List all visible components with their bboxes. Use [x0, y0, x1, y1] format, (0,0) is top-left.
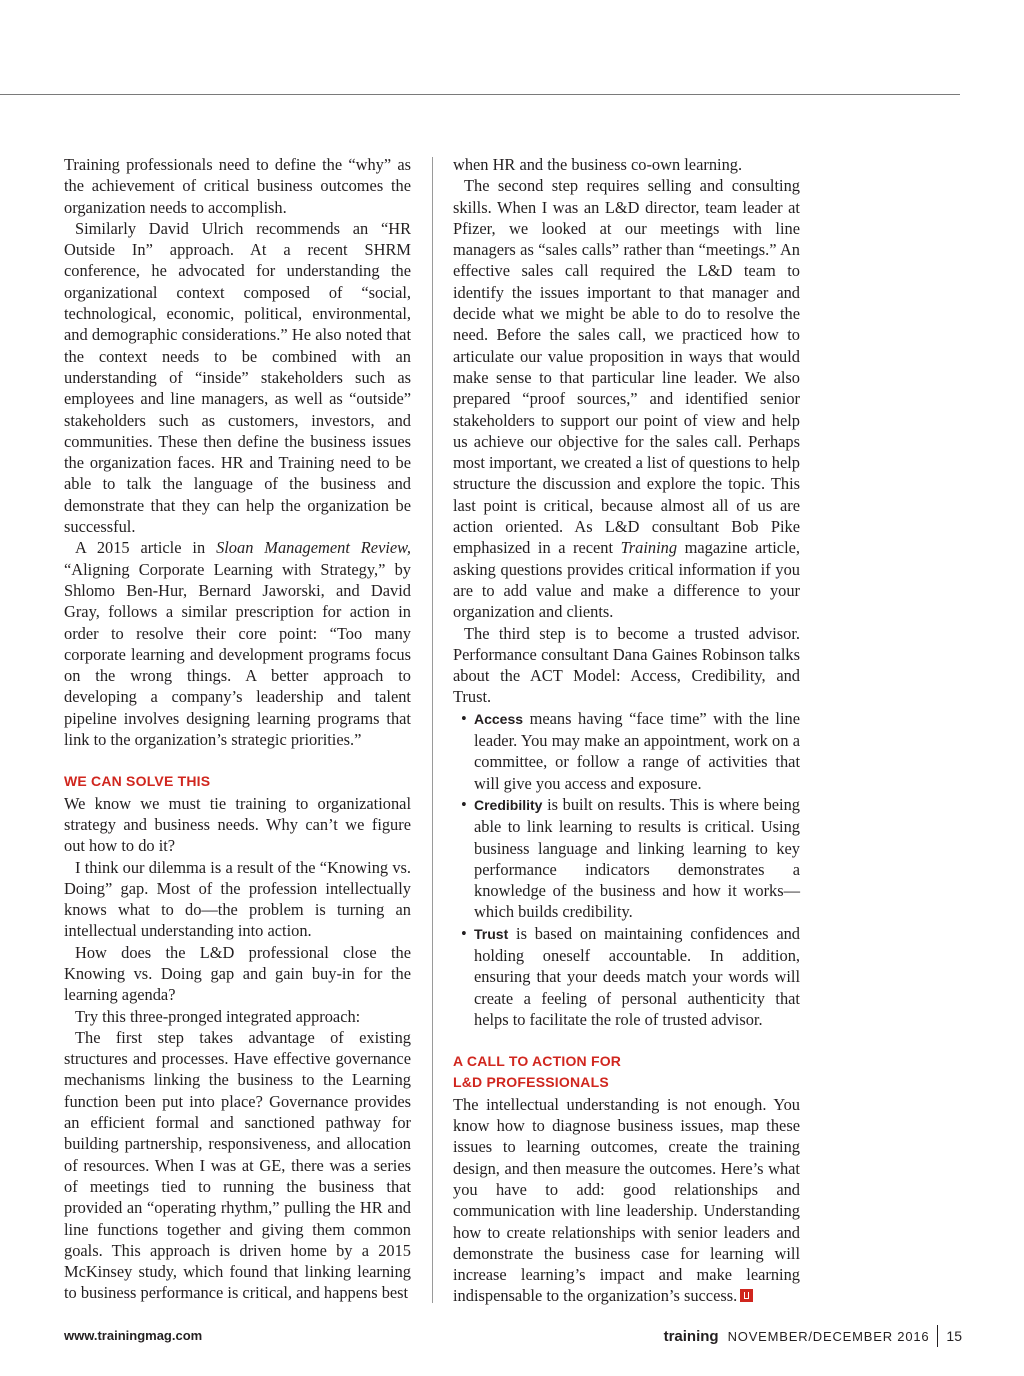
column-divider — [432, 157, 433, 1303]
list-item-trust — [453, 923, 800, 1030]
paragraph — [453, 1094, 800, 1307]
paragraph — [64, 537, 411, 750]
paragraph: The third step is to become a trusted advisor. Performance consultant Dana Gaines Robinson talks about the ACT Model: Access, Credibility, and Trust. — [453, 623, 800, 707]
folio — [664, 1325, 962, 1347]
paragraph: Training professionals need to define the “why” as the achievement of critical business outcomes the organization needs to accomplish. — [64, 155, 411, 217]
header-rule — [0, 94, 960, 95]
section-heading: WE CAN SOLVE THIS — [64, 773, 211, 790]
paragraph: I think our dilemma is a result of the “Knowing vs. Doing” gap. Most of the profession intellectually knows what to do—the problem is turning an intellectual understanding into action. — [64, 857, 411, 941]
text-run: “Aligning Corporate Learning with Strategy,” by Shlomo Ben-Hur, Bernard Jaworski, and David Gray, follows a similar prescription for action in order to resolve their core point: “Too many corporate learning and development programs focus on the wrong things. A better approach to developing a company’s leadership and talent pipeline involves designing learning programs that link to the organization’s strategic priorities.” — [64, 559, 411, 750]
list-term: Credibility — [474, 796, 543, 813]
paragraph — [453, 175, 800, 622]
list-item-credibility — [453, 794, 800, 923]
paragraph: Similarly David Ulrich recommends an “HR Outside In” approach. At a recent SHRM conference, he advocated for understanding the organizational context composed of “social, technological, economic, political, environmental, and demographic considerations.” He also noted that the context needs to be combined with an understanding of “inside” stakeholders such as employees and line managers, as well as “outside” stakeholders such as customers, investors, and communities. These then define the business issues the organization faces. HR and Training need to be able to talk the language of the business and demonstrate that they can help the organization be successful. — [64, 218, 411, 537]
list-item-access — [453, 708, 800, 794]
end-mark-icon — [740, 1289, 753, 1302]
left-column — [64, 154, 411, 1304]
text-run: The intellectual understanding is not enough. You know how to diagnose business issues, map these issues to learning outcomes, create the training design, and then measure the outcomes. Here’s what you have to add: good relationships and communication with line leadership. Understanding how to create relationships with senior leaders and demonstrate the business case for learning will increase learning’s impact and make learning indispensable to the organization’s success. — [453, 1094, 800, 1306]
list-text: is built on results. This is where being able to link learning to results is critical. Using business language and linking learning to key performance indicators demonstrates a knowledge of the business and how it works—which builds credibility. — [474, 794, 800, 922]
magazine-brand: training — [663, 1327, 719, 1345]
text-run: magazine article, asking questions provides critical information if you are to add value and make a difference to your organization and clients. — [453, 538, 800, 622]
folio-divider — [937, 1325, 938, 1347]
issue-date: NOVEMBER/DECEMBER 2016 — [727, 1328, 930, 1344]
bullet-icon: • — [461, 708, 467, 728]
heading-line: A CALL TO ACTION FOR — [453, 1053, 622, 1070]
text-run: The second step requires selling and consulting skills. When I was an L&D director, team leader at Pfizer, we looked at our meetings with line managers as “sales calls” rather than “meetings.” An effective sales call required the L&D team to identify the issues important to that manager and decide what we might be able to do to resolve the need. Before the sales call, we practiced how to articulate our value proposition in ways that would make sense to that particular line leader. We also prepared “proof sources,” and identified senior stakeholders to support our point of view and help us achieve our objective for the sales call. Perhaps most important, we created a list of questions to help structure the discussion and explore the topic. This last point is critical, because almost all of us are action oriented. As L&D consultant Bob Pike emphasized in a recent — [453, 176, 800, 558]
heading-line: L&D PROFESSIONALS — [453, 1074, 609, 1091]
paragraph: when HR and the business co-own learning. — [453, 155, 743, 174]
list-text: is based on maintaining confidences and holding oneself accountable. In addition, ensuring that your deeds match your words will create a feeling of personal authenticity that helps to facilitate the role of trusted advisor. — [474, 923, 800, 1029]
paragraph: How does the L&D professional close the Knowing vs. Doing gap and gain buy-in for the learning agenda? — [64, 942, 411, 1005]
bullet-icon: • — [461, 794, 467, 814]
publication-title: Training — [620, 538, 678, 558]
paragraph: Try this three-pronged integrated approach: — [75, 1006, 361, 1026]
list-term: Access — [474, 710, 524, 727]
footer-url[interactable]: www.trainingmag.com — [64, 1328, 203, 1343]
list-text: means having “face time” with the line leader. You may make an appointment, work on a committee, or follow a range of activities that will give you access and exposure. — [474, 708, 800, 793]
bullet-icon: • — [461, 923, 467, 943]
publication-title: Sloan Management Review, — [216, 538, 411, 558]
section-heading — [453, 1051, 800, 1094]
right-column — [453, 154, 800, 1307]
list-term: Trust — [474, 925, 509, 942]
paragraph: We know we must tie training to organizational strategy and business needs. Why can’t we figure out how to do it? — [64, 793, 411, 856]
paragraph: The first step takes advantage of existing structures and processes. Have effective governance mechanisms linking the business to the Learning function been put into place? Governance provides an efficient formal and sanctioned pathway for building partnership, responsiveness, and allocation of resources. When I was at GE, there was a series of meetings tied to running the business that provided an “operating rhythm,” pulling the HR and line functions together and giving them common goals. This approach is driven home by a 2015 McKinsey study, which found that linking learning to business performance is critical, and happens best — [64, 1027, 411, 1303]
text-run: A 2015 article in — [75, 538, 217, 558]
page-number: 15 — [946, 1328, 962, 1344]
act-model-list — [453, 708, 800, 1030]
